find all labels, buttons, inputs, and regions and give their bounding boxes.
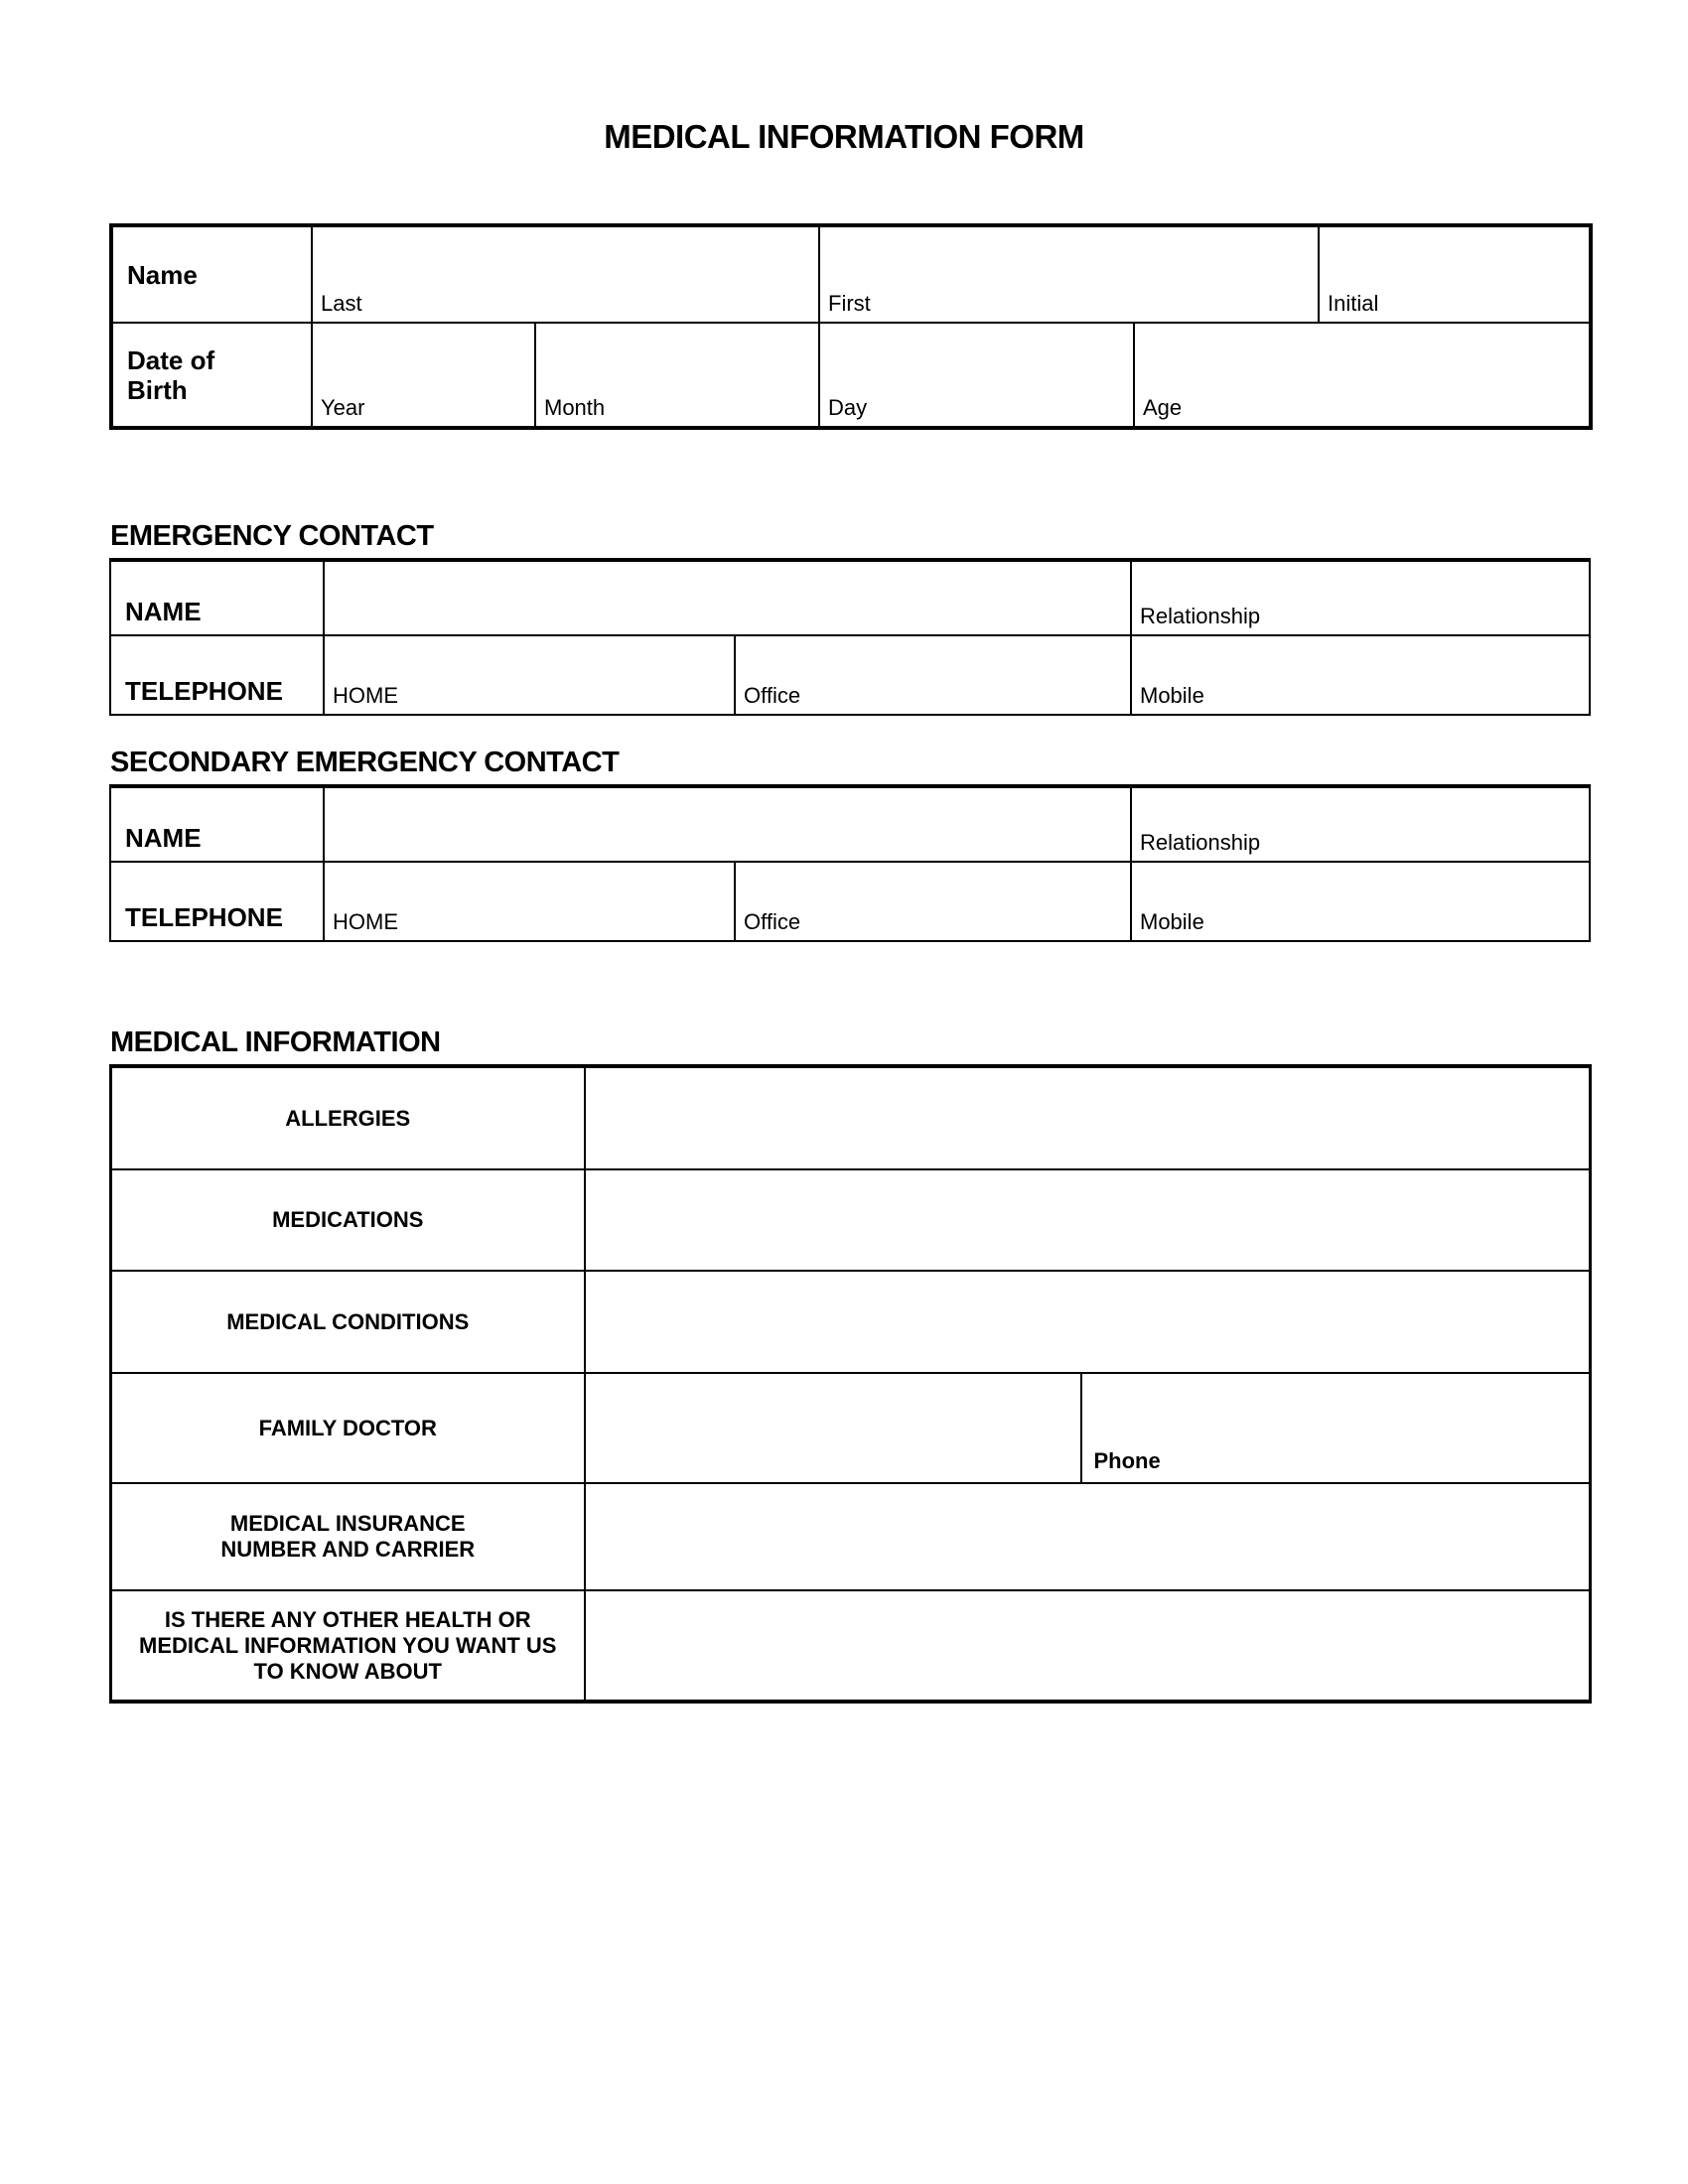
insurance-field[interactable] (585, 1483, 1591, 1590)
dob-year-field[interactable] (312, 323, 535, 428)
name-row-label: Name (111, 225, 312, 323)
name-dob-table (109, 223, 1593, 430)
dob-day-field[interactable] (819, 323, 1134, 428)
medical-information-heading: MEDICAL INFORMATION (110, 1026, 441, 1058)
family-doctor-phone-field[interactable] (1081, 1373, 1591, 1483)
last-name-field[interactable] (312, 225, 819, 323)
initial-caption: Initial (1328, 291, 1379, 316)
dob-month-field[interactable] (535, 323, 819, 428)
age-field[interactable] (1134, 323, 1591, 428)
medical-information-table (109, 1064, 1592, 1704)
phone-caption: Phone (1093, 1448, 1161, 1473)
other-info-field[interactable] (585, 1590, 1591, 1702)
ec-relationship-caption: Relationship (1140, 604, 1261, 628)
sec-office-caption: Office (744, 909, 801, 934)
year-caption: Year (321, 395, 365, 420)
ec-home-caption: HOME (333, 683, 398, 708)
medications-field[interactable] (585, 1169, 1591, 1271)
ec-relationship-field[interactable] (1131, 560, 1590, 635)
medical-conditions-field[interactable] (585, 1271, 1591, 1373)
first-name-field[interactable] (819, 225, 1319, 323)
ec-mobile-caption: Mobile (1140, 683, 1204, 708)
emergency-contact-heading: EMERGENCY CONTACT (110, 520, 434, 552)
ec-office-caption: Office (744, 683, 801, 708)
month-caption: Month (544, 395, 606, 420)
secondary-emergency-contact-table (109, 784, 1591, 942)
allergies-field[interactable] (585, 1066, 1591, 1169)
ec-office-phone-field[interactable] (735, 635, 1131, 715)
insurance-row-label: MEDICAL INSURANCE NUMBER AND CARRIER (111, 1483, 585, 1590)
ec-name-row-label: NAME (110, 560, 324, 635)
sec-name-field[interactable] (324, 786, 1131, 862)
first-name-caption: First (828, 291, 871, 316)
sec-office-phone-field[interactable] (735, 862, 1131, 941)
sec-mobile-caption: Mobile (1140, 909, 1204, 934)
page-title: MEDICAL INFORMATION FORM (604, 118, 1084, 155)
medications-row-label: MEDICATIONS (111, 1169, 585, 1271)
ec-name-field[interactable] (324, 560, 1131, 635)
sec-relationship-field[interactable] (1131, 786, 1590, 862)
emergency-contact-table (109, 558, 1591, 716)
sec-mobile-phone-field[interactable] (1131, 862, 1590, 941)
allergies-row-label: ALLERGIES (111, 1066, 585, 1169)
sec-name-row-label: NAME (110, 786, 324, 862)
other-info-row-label: IS THERE ANY OTHER HEALTH OR MEDICAL INFORMATION YOU WANT US TO KNOW ABOUT (111, 1590, 585, 1702)
sec-telephone-row-label: TELEPHONE (110, 862, 324, 941)
medical-conditions-row-label: MEDICAL CONDITIONS (111, 1271, 585, 1373)
sec-home-phone-field[interactable] (324, 862, 735, 941)
initial-field[interactable] (1319, 225, 1591, 323)
ec-telephone-row-label: TELEPHONE (110, 635, 324, 715)
secondary-emergency-contact-heading: SECONDARY EMERGENCY CONTACT (110, 747, 620, 778)
dob-row-label: Date of Birth (111, 323, 312, 428)
day-caption: Day (828, 395, 868, 420)
family-doctor-row-label: FAMILY DOCTOR (111, 1373, 585, 1483)
family-doctor-field[interactable] (585, 1373, 1081, 1483)
last-name-caption: Last (321, 291, 362, 316)
sec-relationship-caption: Relationship (1140, 830, 1261, 855)
sec-home-caption: HOME (333, 909, 398, 934)
age-caption: Age (1143, 395, 1183, 420)
ec-mobile-phone-field[interactable] (1131, 635, 1590, 715)
ec-home-phone-field[interactable] (324, 635, 735, 715)
